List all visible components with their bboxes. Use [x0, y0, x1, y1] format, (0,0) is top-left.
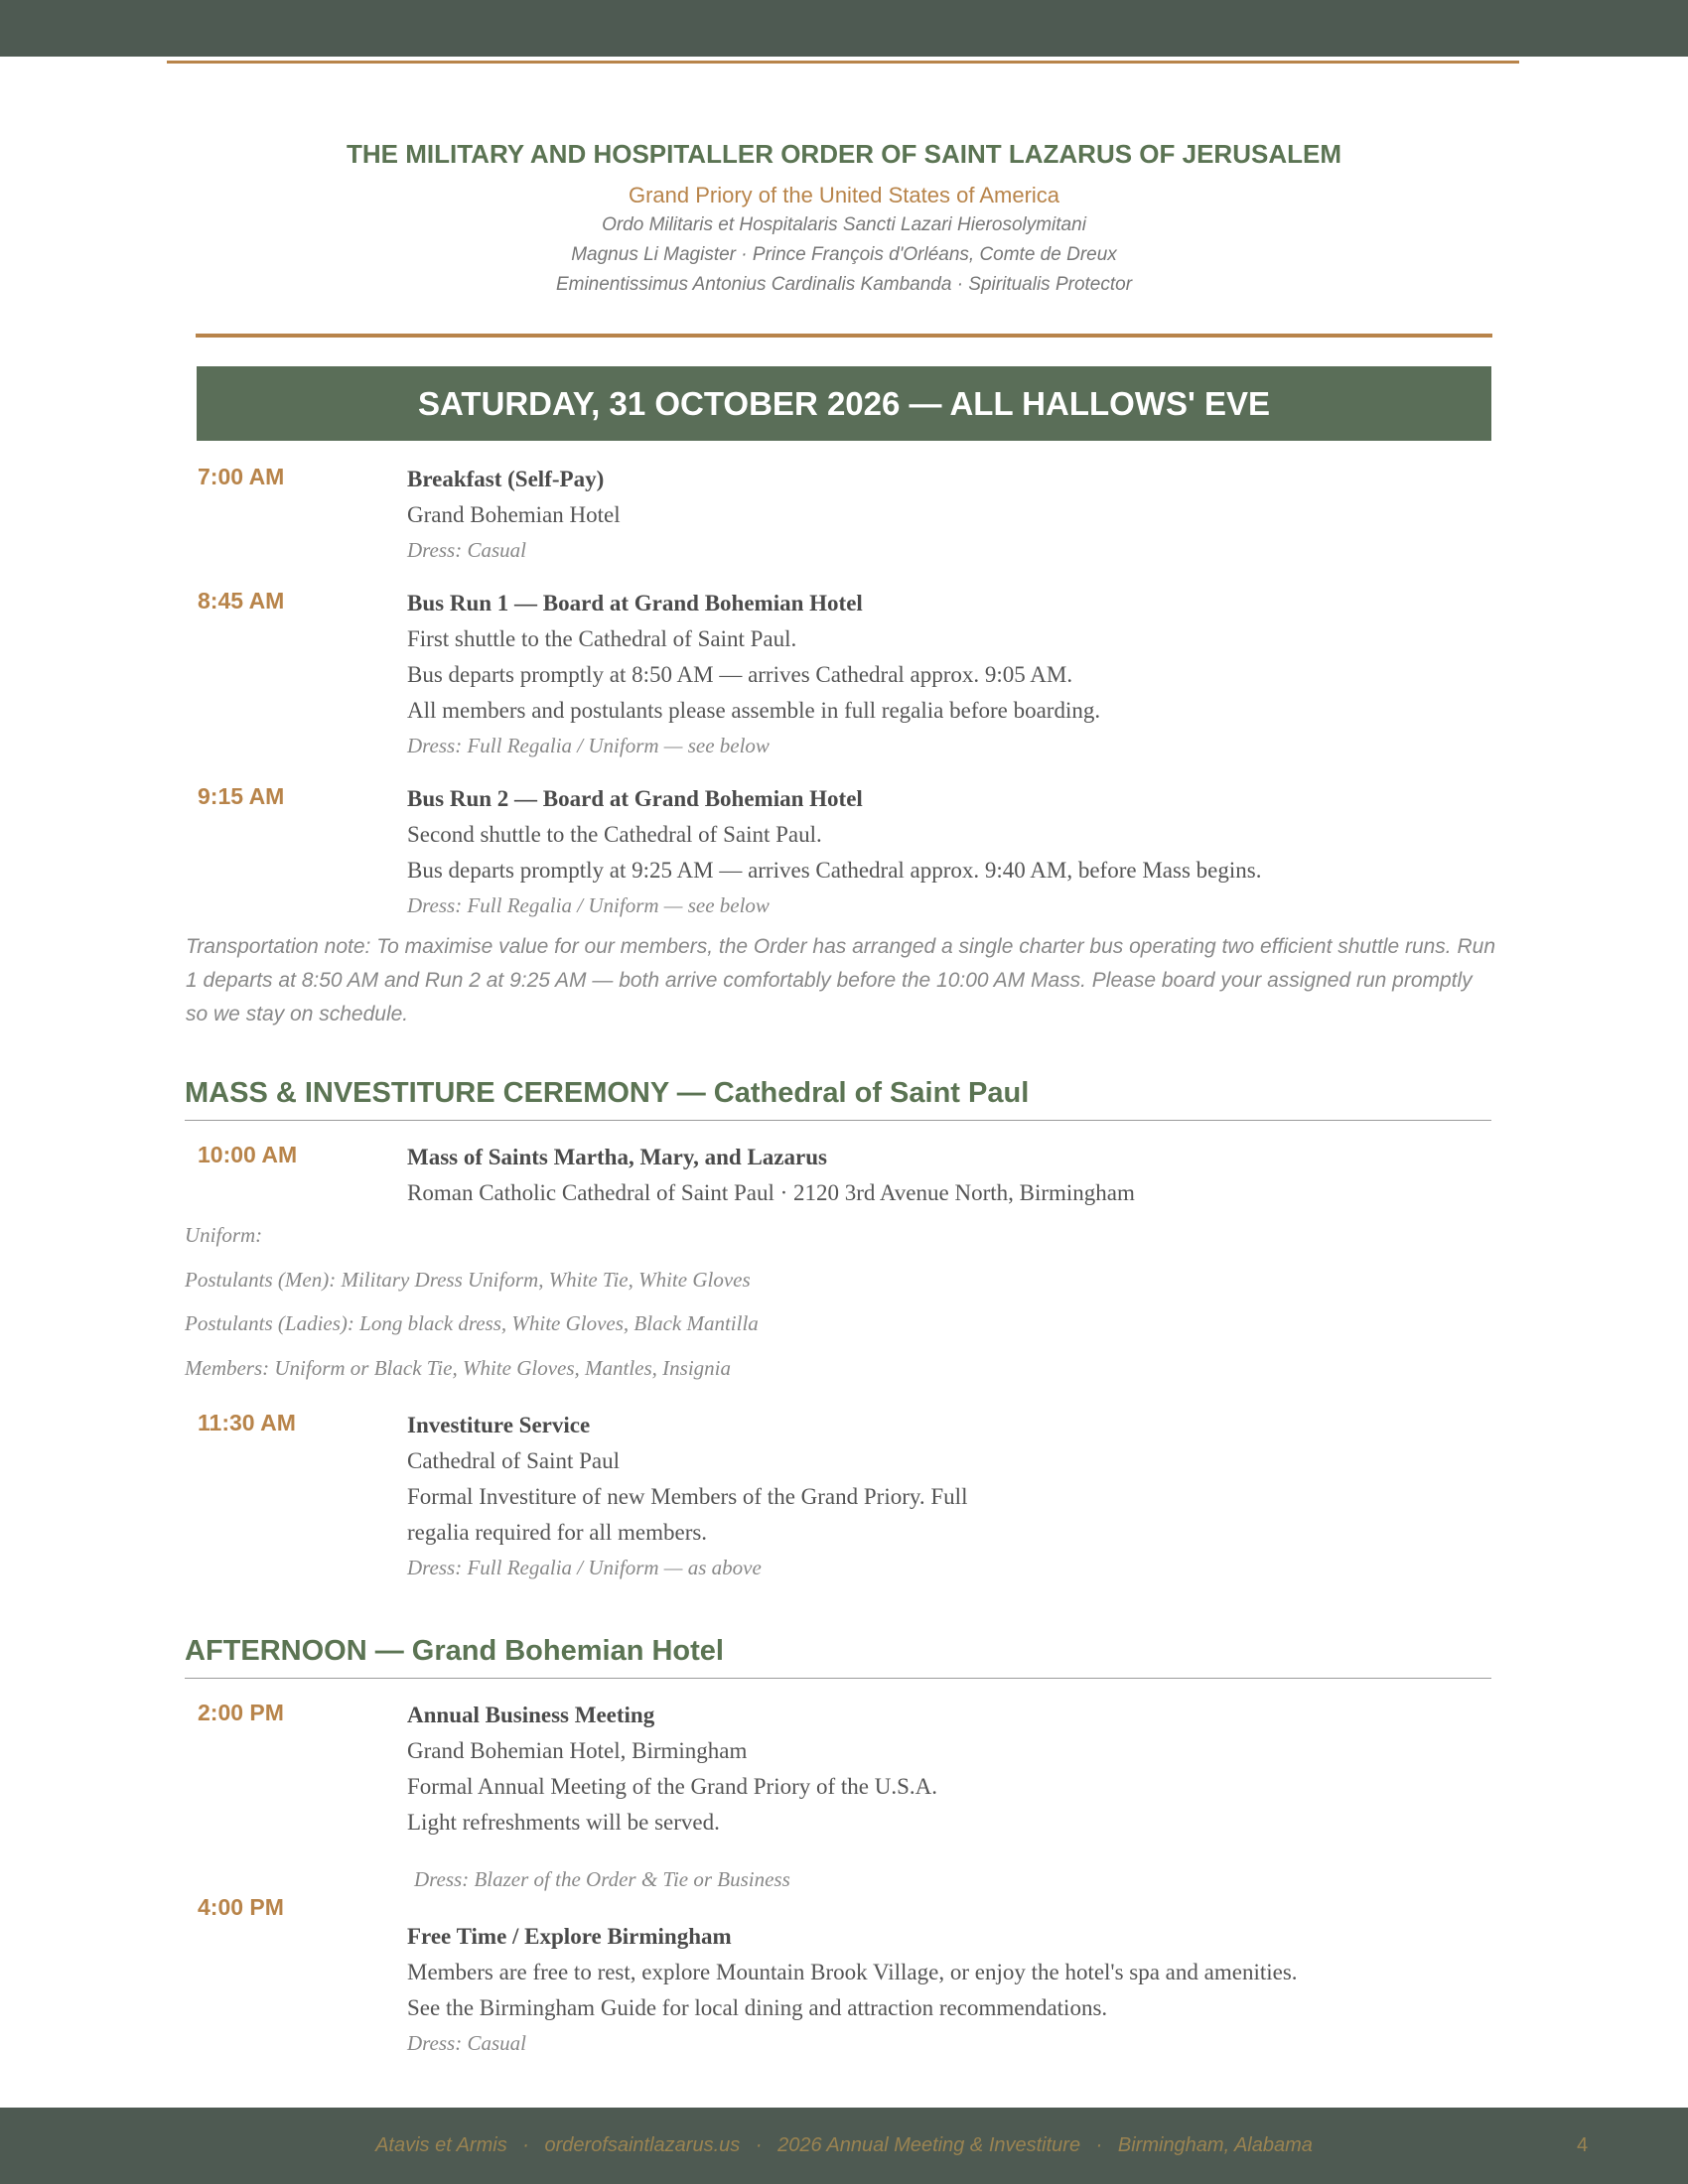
event-dress: Dress: Casual [407, 2031, 526, 2055]
event-title: Breakfast (Self-Pay) [407, 467, 605, 491]
event-title: Investiture Service [407, 1413, 591, 1437]
letterhead [0, 137, 1688, 300]
event-detail: First shuttle to the Cathedral of Saint Paul. [407, 626, 797, 651]
event-time: 10:00 AM [198, 1142, 298, 1167]
event-time: 4:00 PM [198, 1894, 284, 1920]
event-time: 11:30 AM [198, 1410, 296, 1435]
event-detail: Grand Bohemian Hotel, Birmingham [407, 1738, 748, 1763]
section-rule [185, 1678, 1491, 1679]
footer-motto: Atavis et Armis [375, 2134, 507, 2156]
event-dress: Dress: Full Regalia / Uniform — see below [407, 734, 770, 757]
transportation-note: Transportation note: To maximise value for our members, the Order has arranged a single charter bus operating two efficient shuttle runs. Run 1 departs at 8:50 AM and Run 2 at 9:25 AM — both arrive comfortably before the 10:00 AM Mass. Please board your assigned run promptly so we stay on schedule. [186, 935, 1496, 1025]
footer-bar [0, 2108, 1688, 2184]
top-gold-rule [167, 61, 1519, 64]
latin-line-3: Eminentissimus Antonius Cardinalis Kambanda · Spiritualis Protector [555, 274, 1133, 295]
section-heading-afternoon: AFTERNOON — Grand Bohemian Hotel [185, 1635, 724, 1667]
event-detail: All members and postulants please assemble in full regalia before boarding. [407, 698, 1101, 723]
event-title: Free Time / Explore Birmingham [407, 1924, 732, 1949]
event-title: Annual Business Meeting [407, 1703, 655, 1727]
event-detail: Second shuttle to the Cathedral of Saint Paul. [407, 822, 822, 847]
top-bar [0, 0, 1688, 57]
day-banner: SATURDAY, 31 OCTOBER 2026 — ALL HALLOWS' EVE [197, 366, 1491, 441]
uniform-label: Uniform: [185, 1223, 263, 1247]
event-detail: Cathedral of Saint Paul [407, 1448, 620, 1473]
uniform-ladies: Postulants (Ladies): Long black dress, White Gloves, Black Mantilla [185, 1311, 759, 1335]
event-time: 7:00 AM [198, 464, 285, 489]
event-time: 8:45 AM [198, 588, 285, 614]
event-dress: Dress: Blazer of the Order & Tie or Business [414, 1867, 790, 1891]
event-detail: Bus departs promptly at 9:25 AM — arrives Cathedral approx. 9:40 AM, before Mass begins. [407, 858, 1262, 883]
uniform-men: Postulants (Men): Military Dress Uniform, White Tie, White Gloves [185, 1268, 751, 1292]
event-detail: Formal Annual Meeting of the Grand Priory of the U.S.A. [407, 1774, 938, 1799]
latin-line-2: Magnus Li Magister · Prince François d'Orléans, Comte de Dreux [571, 244, 1117, 265]
footer-event: 2026 Annual Meeting & Investiture [777, 2134, 1081, 2156]
priory-subtitle: Grand Priory of the United States of America [628, 183, 1060, 207]
event-detail: Roman Catholic Cathedral of Saint Paul · 2120 3rd Avenue North, Birmingham [407, 1180, 1135, 1205]
event-time: 9:15 AM [198, 783, 285, 809]
event-detail: Bus departs promptly at 8:50 AM — arrives Cathedral approx. 9:05 AM. [407, 662, 1073, 687]
latin-line-1: Ordo Militaris et Hospitalaris Sancti Lazari Hierosolymitani [602, 214, 1086, 235]
event-title: Bus Run 2 — Board at Grand Bohemian Hotel [407, 786, 863, 811]
footer-separator: · [755, 2134, 763, 2156]
uniform-members: Members: Uniform or Black Tie, White Gloves, Mantles, Insignia [185, 1356, 731, 1380]
event-detail: Formal Investiture of new Members of the Grand Priory. Full [407, 1484, 968, 1509]
header-gold-rule [196, 334, 1492, 338]
page-number: 4 [1577, 2134, 1589, 2156]
order-title: THE MILITARY AND HOSPITALLER ORDER OF SAINT LAZARUS OF JERUSALEM [347, 139, 1341, 169]
section-heading-mass: MASS & INVESTITURE CEREMONY — Cathedral of Saint Paul [185, 1077, 1030, 1109]
event-detail: See the Birmingham Guide for local dining and attraction recommendations. [407, 1995, 1108, 2020]
event-detail: Grand Bohemian Hotel [407, 502, 621, 527]
event-dress: Dress: Casual [407, 538, 526, 562]
event-dress: Dress: Full Regalia / Uniform — see below [407, 893, 770, 917]
footer-place: Birmingham, Alabama [1117, 2134, 1313, 2156]
event-detail: Light refreshments will be served. [407, 1810, 720, 1835]
event-title: Bus Run 1 — Board at Grand Bohemian Hotel [407, 591, 863, 615]
section-rule [185, 1120, 1491, 1121]
footer-separator: · [522, 2134, 529, 2156]
event-detail: Members are free to rest, explore Mountain Brook Village, or enjoy the hotel's spa and amenities. [407, 1960, 1298, 1984]
event-detail: regalia required for all members. [407, 1520, 708, 1545]
footer-text [0, 2108, 1688, 2184]
footer-website-link[interactable]: orderofsaintlazarus.us [544, 2134, 741, 2156]
event-title: Mass of Saints Martha, Mary, and Lazarus [407, 1145, 827, 1169]
footer-separator: · [1095, 2134, 1103, 2156]
event-time: 2:00 PM [198, 1700, 284, 1725]
event-dress: Dress: Full Regalia / Uniform — as above [407, 1556, 762, 1579]
